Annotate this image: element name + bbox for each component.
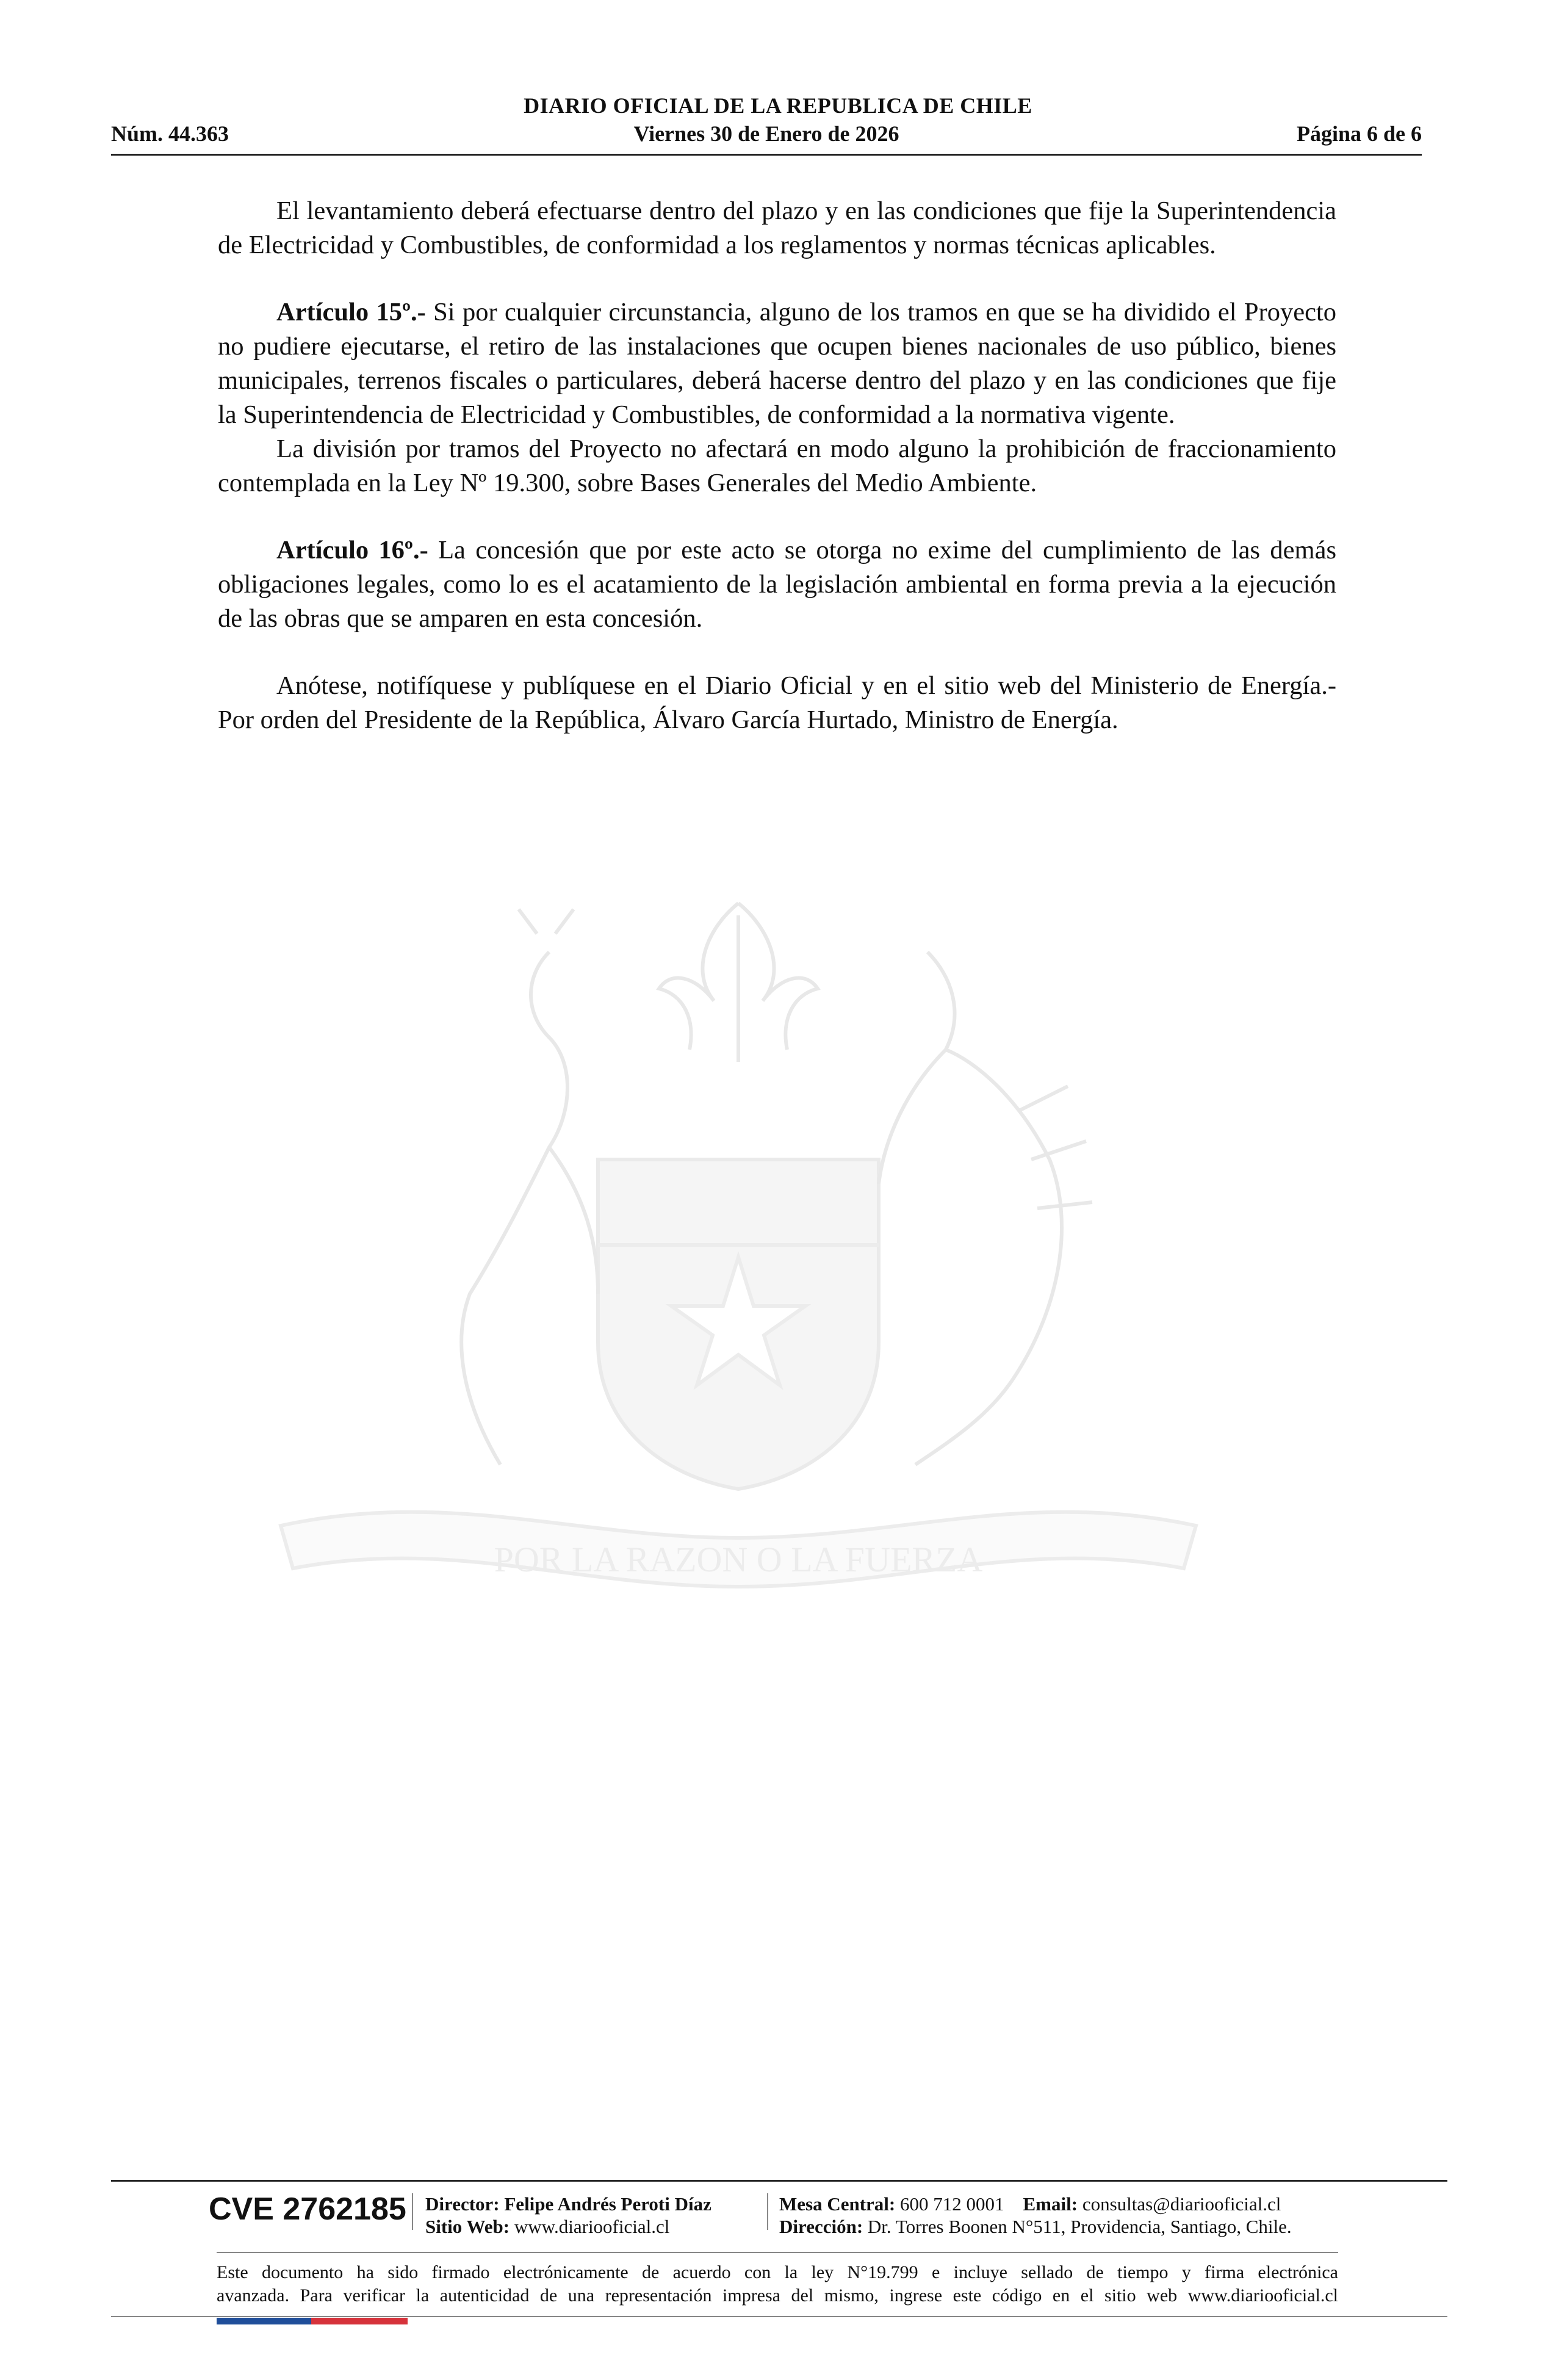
header-row: [111, 121, 1422, 150]
header-divider: [111, 154, 1422, 156]
footer-separator: [767, 2193, 768, 2230]
newspaper-title: DIARIO OFICIAL DE LA REPUBLICA DE CHILE: [524, 93, 1032, 118]
footer-top-divider: [111, 2180, 1447, 2182]
issue-number: Núm. 44.363: [111, 121, 229, 146]
article-16-label: Artículo 16º.-: [276, 536, 428, 564]
footer-director: Director: Felipe Andrés Peroti Díaz: [425, 2193, 711, 2215]
paragraph-division-tramos: La división por tramos del Proyecto no afectará en modo alguno la prohibición de fraccionamiento contemplada en la Ley Nº 19.300, sobre Bases Generales del Medio Ambiente.: [218, 435, 1336, 497]
footer-separator: [412, 2193, 413, 2230]
flag-stripe-red: [311, 2318, 408, 2324]
coat-of-arms-watermark-icon: [207, 879, 1269, 1672]
footer-contact: Mesa Central: 600 712 0001 Email: consultas@diariooficial.cl: [779, 2193, 1281, 2215]
footer-bottom-divider: [111, 2316, 1447, 2317]
article-15-label: Artículo 15º.-: [276, 298, 426, 326]
document-body: [218, 194, 1336, 737]
flag-stripe-blue: [217, 2318, 311, 2324]
footer-address: Dirección: Dr. Torres Boonen N°511, Providencia, Santiago, Chile.: [779, 2216, 1292, 2237]
footer-mid-divider: [217, 2252, 1338, 2253]
article-15: [218, 295, 1336, 432]
article-16-text: La concesión que por este acto se otorga no exime del cumplimiento de las demás obligaciones legales, como lo es el acatamiento de la legislación ambiental en forma previa a la ejecución de las obras que se amparen en esta concesión.: [218, 536, 1336, 633]
article-16: [218, 533, 1336, 636]
page-indicator: Página 6 de 6: [1296, 121, 1422, 146]
website-link[interactable]: www.diariooficial.cl: [514, 2216, 670, 2237]
article-15-text: Si por cualquier circunstancia, alguno de los tramos en que se ha dividido el Proyecto no pudiere ejecutarse, el retiro de las instalaciones que ocupen bienes nacionales de uso público, bienes municipales, terrenos fiscales o particulares, deberá hacerse dentro del plazo y en las condiciones que fije la Superintendencia de Electricidad y Combustibles, de conformidad a la normativa vigente.: [218, 298, 1336, 429]
electronic-signature-note: Este documento ha sido firmado electrónicamente de acuerdo con la ley N°19.799 e incluye sellado de tiempo y firma electrónica avanzada. Para verificar la autenticidad de una representación impresa del mismo, ingrese este código en el sitio web www.diariooficial.cl: [217, 2262, 1338, 2306]
watermark-motto: POR LA RAZON O LA FUERZA: [494, 1540, 983, 1579]
email-link[interactable]: consultas@diariooficial.cl: [1082, 2193, 1281, 2215]
closing-paragraph: Anótese, notifíquese y publíquese en el Diario Oficial y en el sitio web del Ministerio de Energía.- Por orden del Presidente de la República, Álvaro García Hurtado, Ministro de Energía.: [218, 671, 1336, 734]
issue-date: Viernes 30 de Enero de 2026: [633, 121, 899, 146]
cve-code: CVE 2762185: [209, 2191, 406, 2227]
footer-website: Sitio Web: www.diariooficial.cl: [425, 2216, 670, 2237]
paragraph-levantamiento: El levantamiento deberá efectuarse dentro del plazo y en las condiciones que fije la Superintendencia de Electricidad y Combustibles, de conformidad a los reglamentos y normas técnicas aplicables.: [218, 197, 1336, 259]
